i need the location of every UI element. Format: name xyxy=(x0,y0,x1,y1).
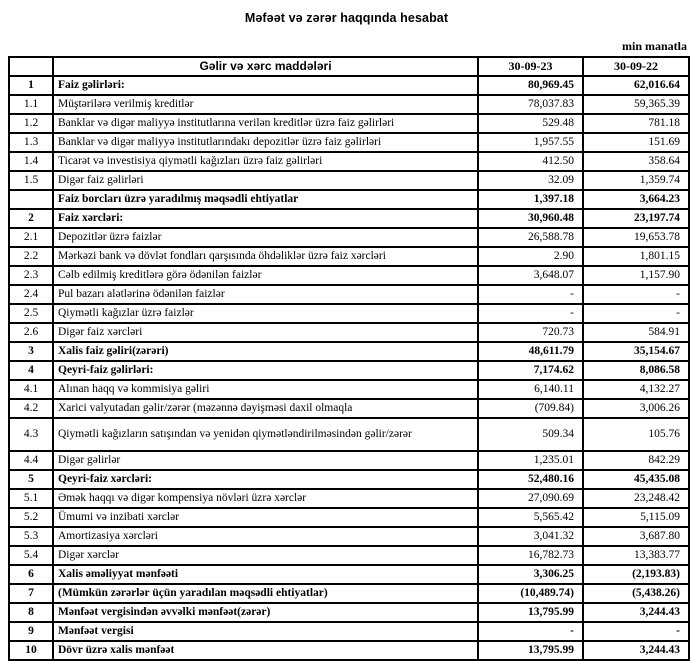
row-value-2022: 358.64 xyxy=(583,152,689,171)
table-row xyxy=(9,527,689,546)
row-number: 2 xyxy=(9,209,53,228)
row-item-label: Qiymətli kağızlar üzrə faizlər xyxy=(53,304,478,323)
row-item-label: Əmək haqqı və digər kompensiya növləri üzrə xərclər xyxy=(53,489,478,508)
row-item-label: Alınan haqq və kommisiya gəliri xyxy=(53,380,478,399)
table-row xyxy=(9,603,689,622)
row-value-2023: 80,969.45 xyxy=(478,76,583,95)
header-num-cell xyxy=(9,57,53,76)
table-row xyxy=(9,470,689,489)
row-value-2023: 78,037.83 xyxy=(478,95,583,114)
row-value-2022: 23,197.74 xyxy=(583,209,689,228)
row-item-label: Faiz xərcləri: xyxy=(53,209,478,228)
row-value-2023: (10,489.74) xyxy=(478,584,583,603)
row-value-2023: 509.34 xyxy=(478,418,583,451)
row-value-2023: 1,235.01 xyxy=(478,451,583,470)
row-value-2023: - xyxy=(478,285,583,304)
row-value-2022: 842.29 xyxy=(583,451,689,470)
table-row xyxy=(9,584,689,603)
row-value-2023: 3,648.07 xyxy=(478,266,583,285)
row-number: 1.1 xyxy=(9,95,53,114)
row-number: 10 xyxy=(9,641,53,660)
row-number: 5.4 xyxy=(9,546,53,565)
row-value-2023: 1,397.18 xyxy=(478,190,583,209)
row-number: 1 xyxy=(9,76,53,95)
row-number: 9 xyxy=(9,622,53,641)
row-item-label: Faiz borcları üzrə yaradılmış məqsədli ehtiyatlar xyxy=(53,190,478,209)
row-number: 7 xyxy=(9,584,53,603)
row-value-2023: 7,174.62 xyxy=(478,361,583,380)
row-value-2023: 1,957.55 xyxy=(478,133,583,152)
row-item-label: Mənfəət vergisi xyxy=(53,622,478,641)
row-number: 5 xyxy=(9,470,53,489)
row-value-2022: 3,244.43 xyxy=(583,641,689,660)
row-value-2022: 4,132.27 xyxy=(583,380,689,399)
row-number: 4 xyxy=(9,361,53,380)
table-row xyxy=(9,190,689,209)
row-value-2022: 8,086.58 xyxy=(583,361,689,380)
row-item-label: Depozitlər üzrə faizlər xyxy=(53,228,478,247)
row-item-label: Digər faiz xərcləri xyxy=(53,323,478,342)
row-value-2022: 3,006.26 xyxy=(583,399,689,418)
table-row xyxy=(9,323,689,342)
row-value-2023: 32.09 xyxy=(478,171,583,190)
row-item-label: Qeyri-faiz gəlirləri: xyxy=(53,361,478,380)
row-value-2022: 23,248.42 xyxy=(583,489,689,508)
table-row xyxy=(9,565,689,584)
row-number: 2.4 xyxy=(9,285,53,304)
row-item-label: Faiz gəlirləri: xyxy=(53,76,478,95)
row-value-2022: 19,653.78 xyxy=(583,228,689,247)
table-row xyxy=(9,95,689,114)
row-value-2022: - xyxy=(583,285,689,304)
row-value-2023: 6,140.11 xyxy=(478,380,583,399)
row-number: 3 xyxy=(9,342,53,361)
row-value-2023: 529.48 xyxy=(478,114,583,133)
row-value-2023: 26,588.78 xyxy=(478,228,583,247)
row-number: 5.1 xyxy=(9,489,53,508)
row-number: 6 xyxy=(9,565,53,584)
row-item-label: Banklar və digər maliyyə institutlarındakı depozitlər üzrə faiz gəlirləri xyxy=(53,133,478,152)
row-value-2023: 3,041.32 xyxy=(478,527,583,546)
table-row xyxy=(9,171,689,190)
row-value-2022: 1,801.15 xyxy=(583,247,689,266)
row-number: 1.4 xyxy=(9,152,53,171)
row-item-label: (Mümkün zərərlər üçün yaradılan məqsədli ehtiyatlar) xyxy=(53,584,478,603)
report-title: Məfəət və zərər haqqında hesabat xyxy=(244,11,449,25)
table-row xyxy=(9,451,689,470)
row-item-label: Ümumi və inzibati xərclər xyxy=(53,508,478,527)
row-number: 4.3 xyxy=(9,418,53,451)
row-item-label: Pul bazarı alətlərinə ödənilən faizlər xyxy=(53,285,478,304)
row-value-2022: 62,016.64 xyxy=(583,76,689,95)
row-number: 1.2 xyxy=(9,114,53,133)
report-page xyxy=(0,11,693,656)
row-value-2023: (709.84) xyxy=(478,399,583,418)
header-items-label: Gəlir və xərc maddələri xyxy=(53,57,478,76)
table-row xyxy=(9,114,689,133)
unit-note: min manatla xyxy=(621,39,687,53)
row-value-2023: 52,480.16 xyxy=(478,470,583,489)
table-row xyxy=(9,622,689,641)
row-number: 2.5 xyxy=(9,304,53,323)
table-row xyxy=(9,247,689,266)
row-value-2023: 27,090.69 xyxy=(478,489,583,508)
table-row xyxy=(9,489,689,508)
row-value-2022: - xyxy=(583,304,689,323)
row-value-2022: 584.91 xyxy=(583,323,689,342)
row-number: 5.3 xyxy=(9,527,53,546)
row-value-2022: 59,365.39 xyxy=(583,95,689,114)
table-row xyxy=(9,228,689,247)
row-item-label: Xalis əməliyyat mənfəəti xyxy=(53,565,478,584)
row-value-2023: 412.50 xyxy=(478,152,583,171)
row-value-2023: 5,565.42 xyxy=(478,508,583,527)
row-number: 5.2 xyxy=(9,508,53,527)
row-value-2022: 1,157.90 xyxy=(583,266,689,285)
row-value-2022: 3,244.43 xyxy=(583,603,689,622)
table-row xyxy=(9,399,689,418)
header-date-2023: 30-09-23 xyxy=(478,57,583,76)
row-item-label: Digər gəlirlər xyxy=(53,451,478,470)
table-row xyxy=(9,266,689,285)
row-value-2023: 48,611.79 xyxy=(478,342,583,361)
row-item-label: Mənfəət vergisindən əvvəlki mənfəət(zərər) xyxy=(53,603,478,622)
row-value-2023: 30,960.48 xyxy=(478,209,583,228)
table-header xyxy=(9,57,689,76)
report-table-body xyxy=(9,76,689,660)
row-item-label: Digər faiz gəlirləri xyxy=(53,171,478,190)
table-row xyxy=(9,285,689,304)
row-item-label: Dövr üzrə xalis mənfəət xyxy=(53,641,478,660)
table-row xyxy=(9,361,689,380)
row-value-2023: 16,782.73 xyxy=(478,546,583,565)
table-row xyxy=(9,133,689,152)
row-number: 4.1 xyxy=(9,380,53,399)
header-date-2022: 30-09-22 xyxy=(583,57,689,76)
row-item-label: Digər xərclər xyxy=(53,546,478,565)
row-value-2023: - xyxy=(478,622,583,641)
row-item-label: Amortizasiya xərcləri xyxy=(53,527,478,546)
row-number: 2.6 xyxy=(9,323,53,342)
row-value-2022: (2,193.83) xyxy=(583,565,689,584)
table-row xyxy=(9,209,689,228)
row-value-2023: 2.90 xyxy=(478,247,583,266)
row-item-label: Cəlb edilmiş kreditlərə görə ödənilən faizlər xyxy=(53,266,478,285)
row-value-2022: 781.18 xyxy=(583,114,689,133)
row-value-2022: 151.69 xyxy=(583,133,689,152)
row-value-2022: 3,664.23 xyxy=(583,190,689,209)
row-value-2023: 3,306.25 xyxy=(478,565,583,584)
row-value-2022: 35,154.67 xyxy=(583,342,689,361)
row-value-2022: 3,687.80 xyxy=(583,527,689,546)
row-value-2022: (5,438.26) xyxy=(583,584,689,603)
row-item-label: Xarici valyutadan gəlir/zərər (məzənnə dəyişməsi daxil olmaqla xyxy=(53,399,478,418)
row-number: 1.3 xyxy=(9,133,53,152)
row-number: 8 xyxy=(9,603,53,622)
row-item-label: Müştərilərə verilmiş kreditlər xyxy=(53,95,478,114)
row-value-2023: 720.73 xyxy=(478,323,583,342)
row-item-label: Xalis faiz gəliri(zərəri) xyxy=(53,342,478,361)
row-value-2023: 13,795.99 xyxy=(478,603,583,622)
profit-loss-table xyxy=(8,56,690,661)
row-value-2022: 5,115.09 xyxy=(583,508,689,527)
table-row xyxy=(9,76,689,95)
row-item-label: Ticarət və investisiya qiymətli kağızları üzrə faiz gəlirləri xyxy=(53,152,478,171)
row-value-2023: 13,795.99 xyxy=(478,641,583,660)
row-number: 4.2 xyxy=(9,399,53,418)
table-row xyxy=(9,342,689,361)
row-value-2023: - xyxy=(478,304,583,323)
table-row xyxy=(9,304,689,323)
row-value-2022: 105.76 xyxy=(583,418,689,451)
row-number: 2.3 xyxy=(9,266,53,285)
table-row xyxy=(9,418,689,451)
table-row xyxy=(9,508,689,527)
row-number: 2.1 xyxy=(9,228,53,247)
row-item-label: Qiymətli kağızların satışından və yenidən qiymətləndirilməsindən gəlir/zərər xyxy=(53,418,478,451)
table-row xyxy=(9,152,689,171)
table-row xyxy=(9,380,689,399)
row-item-label: Banklar və digər maliyyə institutlarına verilən kreditlər üzrə faiz gəlirləri xyxy=(53,114,478,133)
row-number: 2.2 xyxy=(9,247,53,266)
row-number: 1.5 xyxy=(9,171,53,190)
row-number xyxy=(9,190,53,209)
row-item-label: Qeyri-faiz xərcləri: xyxy=(53,470,478,489)
row-value-2022: - xyxy=(583,622,689,641)
row-value-2022: 13,383.77 xyxy=(583,546,689,565)
header-row xyxy=(9,57,689,76)
table-row xyxy=(9,546,689,565)
row-item-label: Mərkəzi bank və dövlət fondları qarşısında öhdəliklər üzrə faiz xərcləri xyxy=(53,247,478,266)
row-value-2022: 1,359.74 xyxy=(583,171,689,190)
row-value-2022: 45,435.08 xyxy=(583,470,689,489)
row-number: 4.4 xyxy=(9,451,53,470)
table-row xyxy=(9,641,689,660)
